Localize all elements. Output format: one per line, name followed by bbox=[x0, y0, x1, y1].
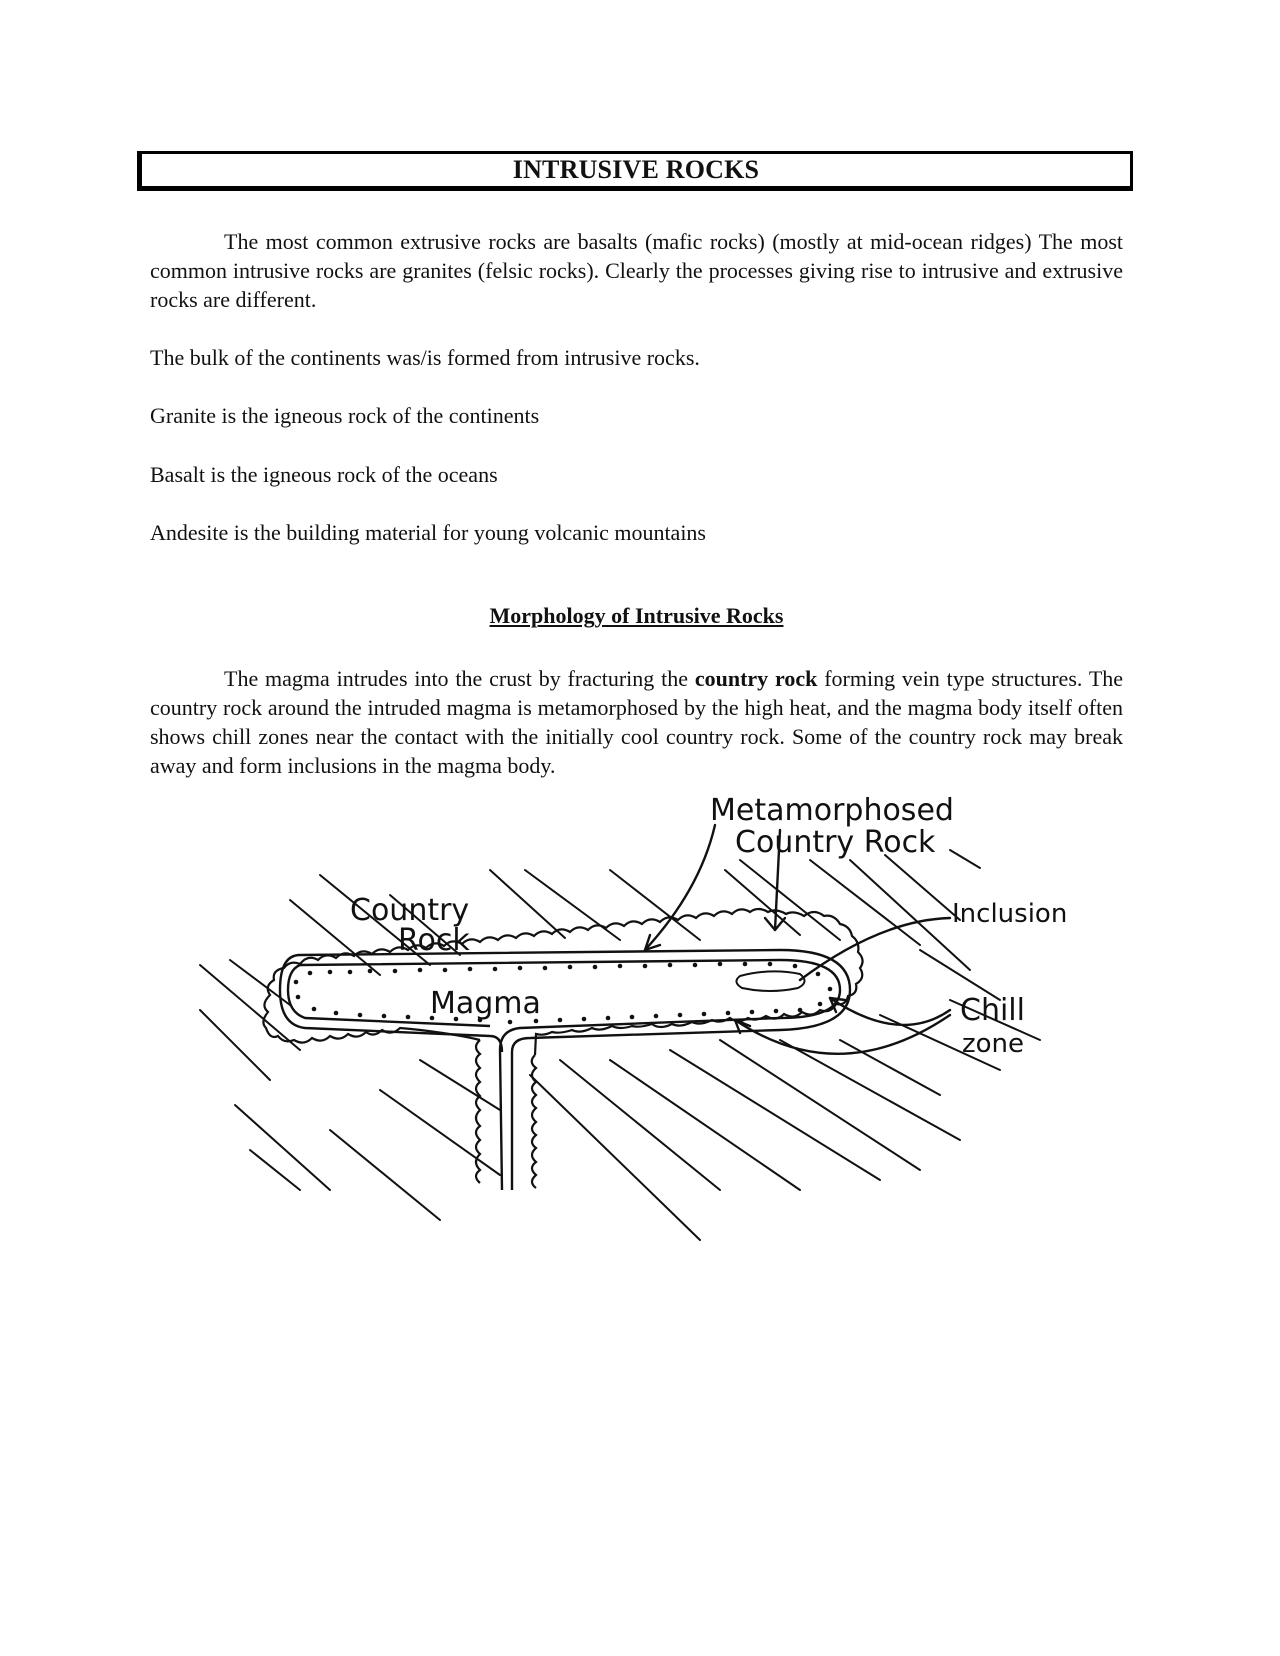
section-heading-morphology: Morphology of Intrusive Rocks bbox=[489, 603, 784, 628]
country-rock-hatching bbox=[200, 850, 1040, 1240]
label-country-line1: Country bbox=[350, 893, 470, 928]
intrusive-rock-diagram bbox=[180, 790, 1120, 1320]
paragraph-rock-types: The most common extrusive rocks are basalts (mafic rocks) (mostly at mid-ocean ridges) The most common intrusive rocks are granites (felsic rocks). Clearly the processes giving rise to intrusive and extrusive rocks are different. bbox=[150, 229, 1123, 312]
label-chill-line1: Chill bbox=[960, 993, 1025, 1028]
label-inclusion: Inclusion bbox=[952, 899, 1068, 929]
title-box bbox=[137, 151, 1133, 191]
label-metamorphosed-line2: Country Rock bbox=[735, 825, 936, 860]
label-metamorphosed-line1: Metamorphosed bbox=[710, 793, 954, 828]
paragraph-granite: Granite is the igneous rock of the continents bbox=[150, 403, 540, 428]
page-title: INTRUSIVE ROCKS bbox=[512, 155, 760, 184]
country-rock-term: country rock bbox=[694, 666, 818, 691]
label-magma: Magma bbox=[430, 986, 541, 1021]
paragraph-continents-bulk: The bulk of the continents was/is formed from intrusive rocks. bbox=[150, 345, 700, 370]
label-country-line2: Rock bbox=[398, 923, 470, 958]
inclusion-shape bbox=[736, 971, 804, 991]
morphology-text-before: The magma intrudes into the crust by fracturing the bbox=[224, 666, 688, 691]
label-chill-line2: zone bbox=[962, 1029, 1025, 1059]
paragraph-morphology bbox=[150, 664, 1123, 780]
morphology-text-after: forming vein type structures. The country rock around the intruded magma is metamorphosed by the high heat, and the magma body itself often shows chill zones near the contact with the initially cool country rock. Some of the country rock may break away and form inclusions in the magma body. bbox=[150, 666, 1124, 778]
paragraph-andesite: Andesite is the building material for young volcanic mountains bbox=[150, 520, 706, 545]
paragraph-basalt: Basalt is the igneous rock of the oceans bbox=[150, 462, 498, 487]
